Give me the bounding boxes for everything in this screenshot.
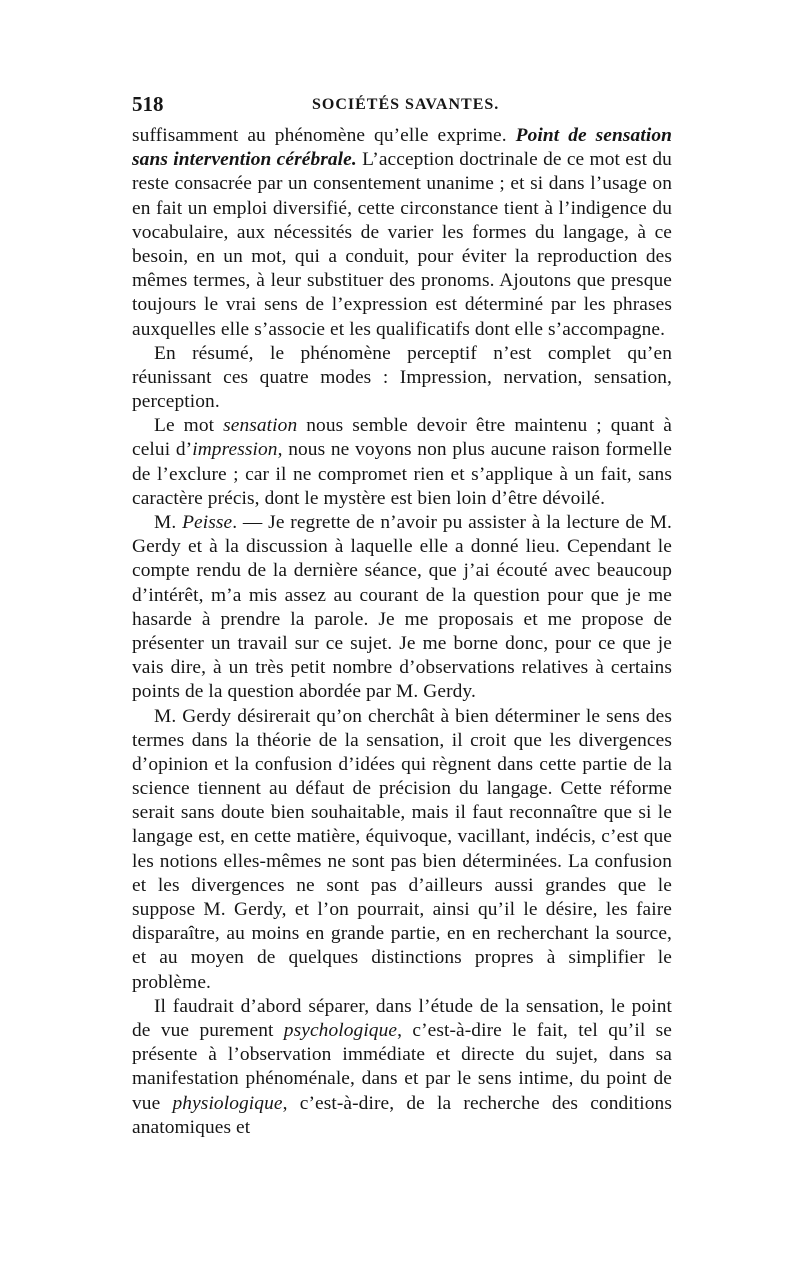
text-segment: . — Je regrette de n’avoir pu assister à la lecture de M. Gerdy et à la discussion à laquelle elle a donné lieu. Cependant le compte rendu de la dernière séance, que j’ai écouté avec beaucoup d’intérêt, m’a mis assez au courant de la question pour que je me hasarde à prendre la parole. Je me proposais et me propose de présenter un travail sur ce sujet. Je me borne donc, pour ce que je vais dire, à un très petit nombre d’observations relatives à certains points de la question abordée par M. Gerdy. bbox=[132, 512, 672, 703]
paragraph bbox=[132, 414, 672, 511]
text-segment-italic: sensation bbox=[223, 415, 298, 437]
text-segment: suffisamment au phénomène qu’elle exprime. bbox=[132, 125, 516, 146]
text-segment: nous semble devoir être maintenu ; quant à celui d’ bbox=[132, 415, 672, 461]
page-header bbox=[132, 92, 672, 122]
text-segment-italic: psychologique bbox=[283, 1019, 398, 1041]
body-text bbox=[132, 124, 672, 1140]
paragraph bbox=[132, 342, 672, 415]
text-segment-emphasis: Point de sensation sans intervention cérébrale. bbox=[132, 125, 672, 171]
text-segment: En résumé, le phénomène perceptif n’est complet qu’en réunissant ces quatre modes : Impression, nervation, sensation, perception. bbox=[132, 342, 672, 413]
text-segment: , nous ne voyons non plus aucune raison formelle de l’exclure ; car il ne compromet rien et s’applique à un fait, sans caractère précis, dont le mystère est bien loin d’être dévoilé. bbox=[132, 439, 673, 509]
text-segment: , c’est-à-dire le fait, tel qu’il se présente à l’observation immédiate et directe du sujet, dans sa manifestation phénoménale, dans et par le sens intime, du point de vue bbox=[132, 1019, 672, 1114]
text-segment: Il faudrait d’abord séparer, dans l’étude de la sensation, le point de vue purement bbox=[132, 995, 672, 1041]
page-number: 518 bbox=[132, 92, 164, 116]
running-head: SOCIÉTÉS SAVANTES. bbox=[312, 96, 500, 113]
text-segment: M. bbox=[154, 512, 183, 533]
paragraph bbox=[132, 511, 672, 705]
text-segment: M. Gerdy désirerait qu’on cherchât à bien déterminer le sens des termes dans la théorie de la sensation, il croit que les divergences d’opinion et la confusion d’idées qui règnent dans cette partie de la science tiennent au défaut de précision du langage. Cette réforme serait sans doute bien souhaitable, mais il faut reconnaître que si le langage est, en cette matière, équivoque, vacillant, indécis, c’est que les notions elles-mêmes ne sont pas bien déterminées. La confusion et les divergences ne sont pas d’ailleurs aussi grandes que le suppose M. Gerdy, et l’on pourrait, ainsi qu’il le désire, les faire disparaître, au moins en grande partie, en en recherchant la source, et au moyen de quelques distinctions propres à simplifier le problème. bbox=[132, 705, 672, 993]
text-segment: , c’est-à-dire, de la recherche des conditions anatomiques et bbox=[132, 1092, 672, 1138]
text-segment-italic: impression bbox=[192, 439, 278, 461]
text-segment: L’acception doctrinale de ce mot est du reste consacrée par un consentement unanime ; et si dans l’usage on en fait un emploi diversifié, cette circonstance tient à l’indigence du vocabulaire, aux nécessités de varier les formes du langage, à ce besoin, en un mot, qui a conduit, pour éviter la reproduction des mêmes termes, à leur substituer des pronoms. Ajoutons que presque toujours le vrai sens de l’expression est déterminé par les phrases auxquelles elle s’associe et les qualificatifs dont elle s’accompagne. bbox=[132, 149, 672, 340]
speaker-name: Peisse bbox=[182, 512, 233, 533]
text-segment-italic: physiologique bbox=[172, 1092, 283, 1114]
text-segment: Le mot bbox=[154, 415, 224, 437]
paragraph bbox=[132, 705, 672, 995]
paragraph bbox=[132, 124, 672, 342]
paragraph bbox=[132, 995, 672, 1140]
